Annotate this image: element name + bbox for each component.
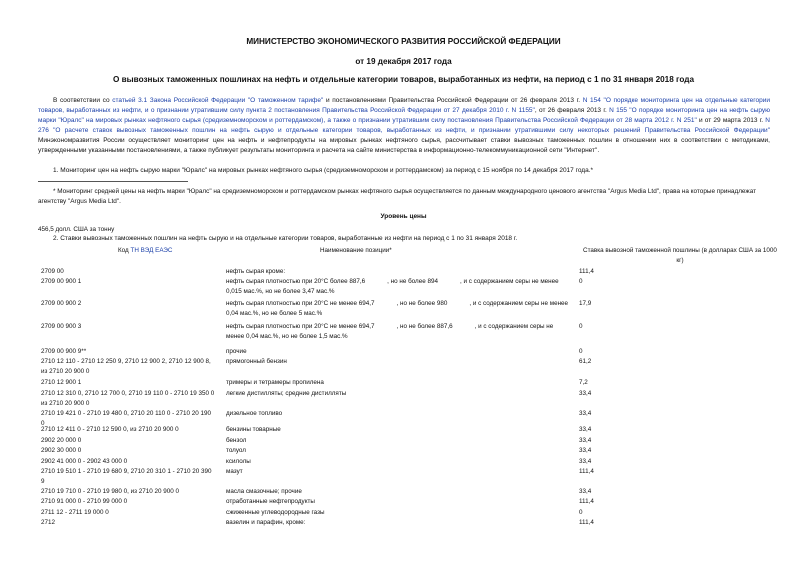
row-name: прямогонный бензин <box>226 358 287 365</box>
row-name: мазут <box>226 468 243 475</box>
row-name-part: нефть сырая плотностью при 20°C не менее 694,7 <box>226 323 375 330</box>
row-code: 2710 12 411 0 - 2710 12 590 0, из 2710 20 900 0 <box>41 426 179 433</box>
row-rate: 33,4 <box>579 488 592 495</box>
row-code: 2709 00 <box>41 268 64 275</box>
row-rate: 111,4 <box>579 268 594 275</box>
intro-text-1: В соответствии со <box>53 97 113 104</box>
item-1-monitoring: 1. Мониторинг цен на нефть сырую марки "Юралс" на мировых рынках нефтяного сырья (средиземноморском и роттердамском) за период с 15 ноября по 14 декабря 2017 года.* <box>53 167 594 174</box>
row-name: нефть сырая кроме: <box>226 268 286 275</box>
row-name-part: , но не более 887,6 <box>396 323 453 330</box>
row-name-part: , и с содержанием серы не менее 0,04 мас.%, но не более 5 мас.% <box>226 300 569 317</box>
row-rate: 0 <box>579 278 583 285</box>
row-code: 2710 12 310 0, 2710 12 700 0, 2710 19 110 0 - 2710 19 350 0 из 2710 20 900 0 <box>41 390 215 407</box>
row-code: 2712 <box>41 519 56 526</box>
intro-text-4: и от 29 марта 2013 г. <box>696 117 766 124</box>
density-unit-image <box>438 279 460 284</box>
row-name-part: , и с содержанием серы не менее 0,04 мас.%, но не более 1,5 мас.% <box>226 323 554 340</box>
density-unit-image <box>365 279 387 284</box>
density-unit-image <box>447 301 469 306</box>
row-code: 2709 00 900 1 <box>41 278 82 285</box>
intro-text-2: и постановлениями Правительства Российской Федерации от 26 февраля 2013 г. <box>323 97 583 104</box>
row-code: 2902 41 000 0 - 2902 43 000 0 <box>41 458 128 465</box>
row-code: 2902 20 000 0 <box>41 437 82 444</box>
row-name: прочие <box>226 348 247 355</box>
column-header-name: Наименование позиции* <box>320 247 392 254</box>
row-name <box>226 277 571 296</box>
row-code: 2709 00 900 3 <box>41 323 82 330</box>
footnote-divider <box>38 181 188 182</box>
row-name: бензол <box>226 437 247 444</box>
row-code: 2710 19 510 1 - 2710 19 680 9, 2710 20 310 1 - 2710 20 390 9 <box>41 468 212 485</box>
row-rate: 33,4 <box>579 447 592 454</box>
row-rate: 7,2 <box>579 379 588 386</box>
price-level-value: 456,5 долл. США за тонну <box>38 226 115 233</box>
decree-276-link[interactable]: N 276 "О расчете ставок вывозных таможенных пошлин на нефть сырую и отдельные категории товаров, выработанных из нефти, и признании утратившими силу некоторых решений Правительства Российской Федерации" <box>38 117 770 134</box>
row-name: легкие дистилляты; средние дистилляты <box>226 390 347 397</box>
density-unit-image <box>453 324 475 329</box>
row-rate: 111,4 <box>579 468 594 475</box>
intro-text-5: Минэкономразвития России осуществляет мониторинг цен на нефть и нефтепродукты на мировых рынках нефтяного сырья, рассчитывает ставки вывозных таможенных пошлин в отношении них в соответствии с методиками, утвержденными указанными постановлениями, а также публикует результаты мониторинга и расчета на сайте министерства в информационно-телекоммуникационной сети "Интернет". <box>38 137 770 154</box>
row-rate: 111,4 <box>579 519 594 526</box>
row-name-part: нефть сырая плотностью при 20°C не менее 694,7 <box>226 300 375 307</box>
row-rate: 0 <box>579 348 583 355</box>
row-code: 2709 00 900 9** <box>41 348 87 355</box>
row-name: бензины товарные <box>226 426 281 433</box>
row-name-part: , но не более 980 <box>396 300 448 307</box>
tnved-link[interactable]: ТН ВЭД ЕАЭС <box>130 247 173 254</box>
row-code: 2902 30 000 0 <box>41 447 82 454</box>
density-unit-image <box>375 324 397 329</box>
row-name: отработанные нефтепродукты <box>226 498 315 505</box>
row-rate: 33,4 <box>579 458 592 465</box>
row-name-part: нефть сырая плотностью при 20°C более 887,6 <box>226 278 366 285</box>
row-name: масла смазочные; прочие <box>226 488 302 495</box>
document-subject: О вывозных таможенных пошлинах на нефть и отдельные категории товаров, выработанных из нефти, на период с 1 по 31 января 2018 года <box>113 75 694 84</box>
code-header-text: Код <box>118 247 131 254</box>
row-rate: 17,9 <box>579 300 592 307</box>
row-rate: 33,4 <box>579 390 592 397</box>
row-rate: 33,4 <box>579 410 592 417</box>
decree-154-link[interactable]: N 154 "О порядке мониторинга цен на отдельные категории товаров, выработанных из нефти, и о признании утратившим силу пункта 2 постановления Правительства Российской Федерации от 27 декабря 2010 г. N 1155" <box>38 97 770 114</box>
decree-155-link[interactable]: N 155 "О порядке мониторинга цен на нефть сырую марки "Юралс" на мировых рынках нефтяного сырья (средиземноморском и роттердамском), а также о признании утратившим силу постановления Правительства Российской Федерации от 28 марта 2012 г. N 251" <box>38 107 770 124</box>
row-code: 2710 19 710 0 - 2710 19 980 0, из 2710 20 900 0 <box>41 488 180 495</box>
intro-text-3: , от 26 февраля 2013 г. <box>534 107 610 114</box>
document-date: от 19 декабря 2017 года <box>355 57 452 66</box>
ministry-title: МИНИСТЕРСТВО ЭКОНОМИЧЕСКОГО РАЗВИТИЯ РОССИЙСКОЙ ФЕДЕРАЦИИ <box>246 37 561 46</box>
row-name <box>226 299 571 318</box>
row-name: вазелин и парафин, кроме: <box>226 519 306 526</box>
row-name: тримеры и тетрамеры пропилена <box>226 379 324 386</box>
item-2-rates: 2. Ставки вывозных таможенных пошлин на нефть сырую и на отдельные категории товаров, выработанные из нефти на период с 1 по 31 января 2018 г. <box>53 235 518 242</box>
row-rate: 0 <box>579 323 583 330</box>
row-rate: 33,4 <box>579 426 592 433</box>
footnote: * Мониторинг средней цены на нефть марки "Юралс" на средиземноморском и роттердамском рынках нефтяного сырья осуществляется по данным международного ценового агентства "Argus Media Ltd", права на которые принадлежат агентству "Argus Media Ltd". <box>38 188 757 205</box>
row-rate: 33,4 <box>579 437 592 444</box>
row-name-part: , но не более 894 <box>387 278 438 285</box>
row-name: толуол <box>226 447 246 454</box>
row-code: 2710 12 110 - 2710 12 250 9, 2710 12 900 2, 2710 12 900 8, из 2710 20 900 0 <box>41 358 211 375</box>
density-unit-image <box>375 301 397 306</box>
row-name-part: , и с содержанием серы не менее 0,015 мас.%, но не более 3,47 мас.% <box>226 278 559 295</box>
row-code: 2711 12 - 2711 19 000 0 <box>41 509 109 516</box>
row-name: сжиженные углеводородные газы <box>226 509 325 516</box>
row-code: 2709 00 900 2 <box>41 300 82 307</box>
price-level-heading: Уровень цены <box>380 213 427 220</box>
row-name: ксилолы <box>226 458 251 465</box>
row-name <box>226 322 571 341</box>
law-article-link[interactable]: статьей 3.1 Закона Российской Федерации "О таможенном тарифе" <box>112 97 324 104</box>
row-code: 2710 91 000 0 - 2710 99 000 0 <box>41 498 128 505</box>
row-code: 2710 12 900 1 <box>41 379 82 386</box>
row-rate: 111,4 <box>579 498 594 505</box>
row-code: 2710 19 421 0 - 2710 19 480 0, 2710 20 110 0 - 2710 20 190 0 <box>41 410 212 427</box>
column-header-code <box>118 246 172 256</box>
row-rate: 0 <box>579 509 583 516</box>
intro-paragraph <box>38 96 770 156</box>
column-header-rate: Ставка вывозной таможенной пошлины (в долларах США за 1000 кг) <box>583 247 777 264</box>
row-name: дизельное топливо <box>226 410 283 417</box>
row-rate: 61,2 <box>579 358 592 365</box>
